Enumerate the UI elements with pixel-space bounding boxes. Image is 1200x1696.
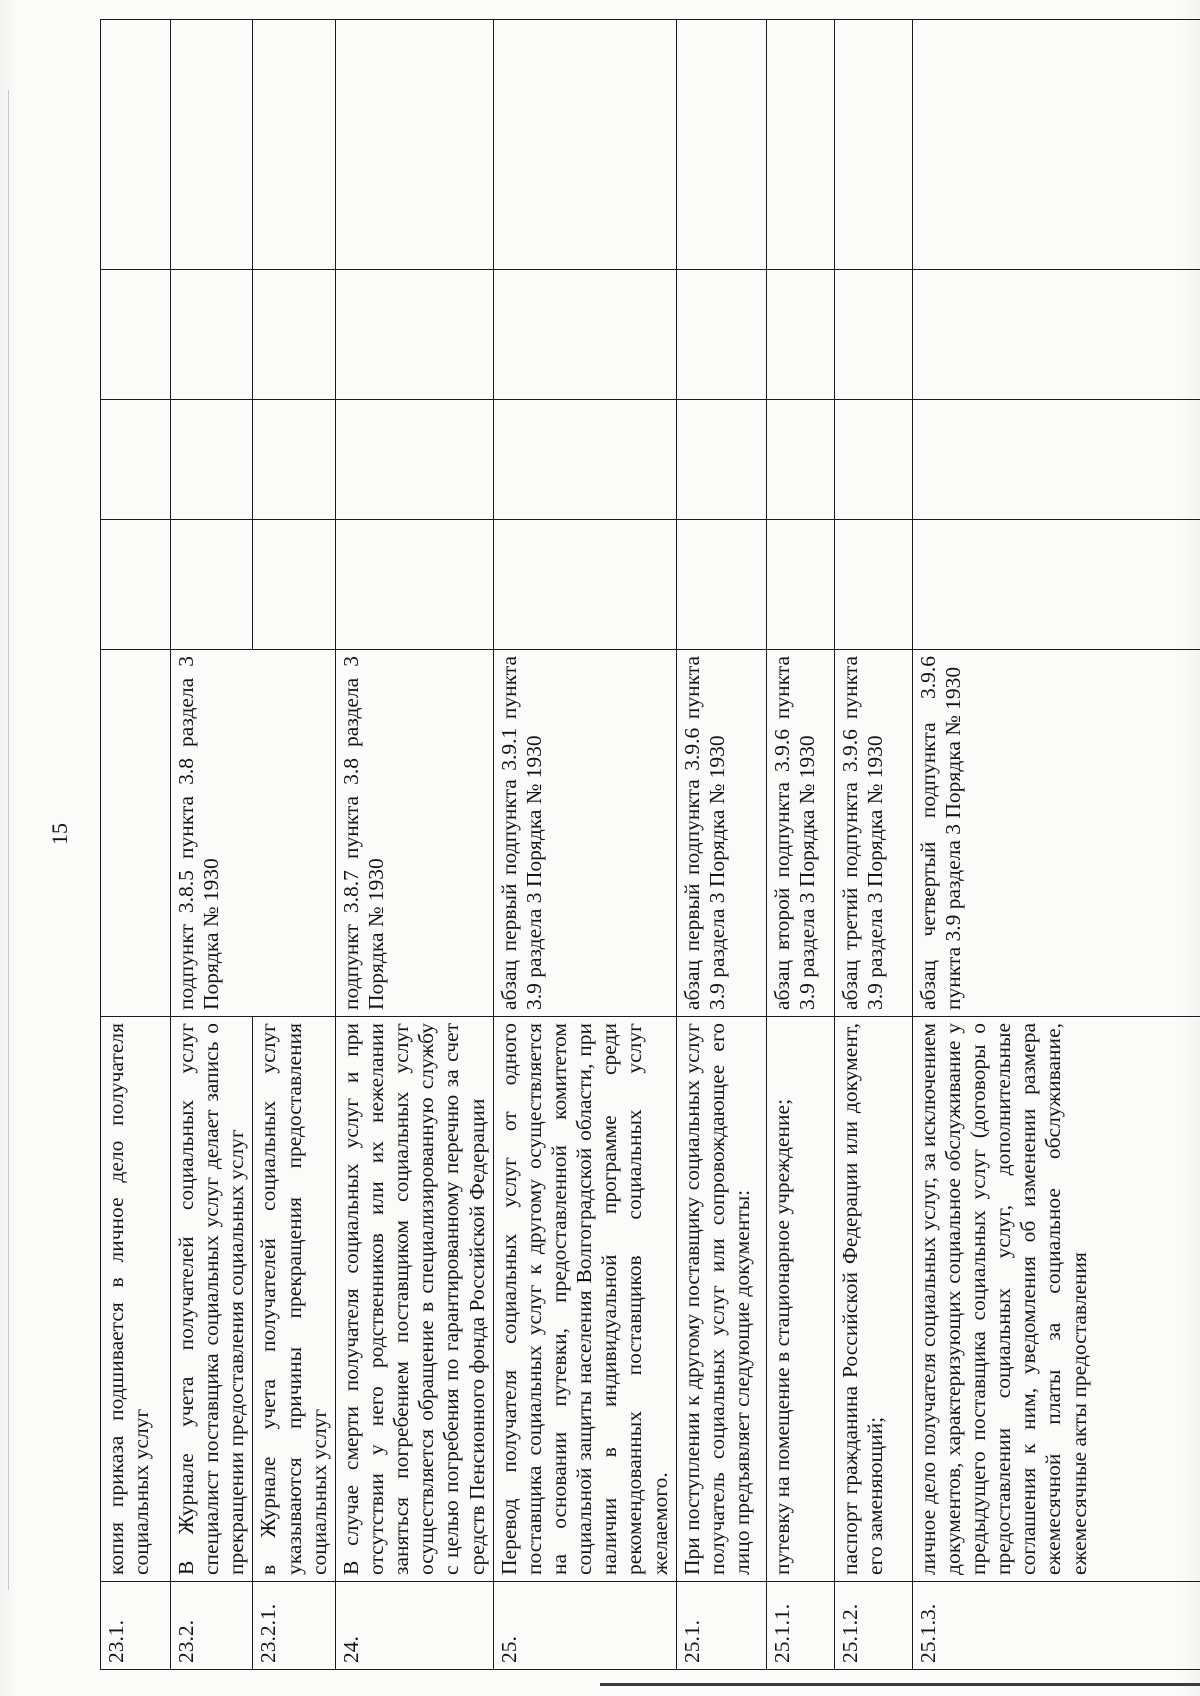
row-legal-reference: абзац третий подпункта 3.9.6 пункта 3.9 раздела 3 Порядка № 1930 bbox=[834, 650, 912, 1017]
table-row bbox=[834, 20, 912, 1670]
empty-cell bbox=[171, 270, 253, 400]
row-procedure-text: Перевод получателя социальных услуг от одного поставщика социальных услуг к другому осуществляется на основании путевки, предоставленной комитетом социальной защиты населения Волгоградской области, при наличии в индивидуальной программе среди рекомендованных поставщиков социальных услуг желаемого. bbox=[493, 1017, 676, 1582]
empty-cell bbox=[101, 400, 171, 520]
empty-cell bbox=[101, 20, 171, 270]
empty-cell bbox=[493, 20, 676, 270]
empty-cell bbox=[834, 270, 912, 400]
row-procedure-text: В Журнале учета получателей социальных услуг специалист поставщика социальных услуг делает запись о прекращении предоставления социальных услуг bbox=[171, 1017, 253, 1582]
table-row bbox=[676, 20, 766, 1670]
empty-cell bbox=[335, 400, 493, 520]
row-number: 25.1.1. bbox=[766, 1582, 834, 1670]
empty-cell bbox=[676, 20, 766, 270]
empty-cell bbox=[912, 520, 1200, 650]
row-number: 25.1.2. bbox=[834, 1582, 912, 1670]
empty-cell bbox=[676, 270, 766, 400]
row-procedure-text: в Журнале учета получателей социальных услуг указываются причины прекращения предоставления социальных услуг bbox=[253, 1017, 335, 1582]
row-legal-reference: абзац второй подпункта 3.9.6 пункта 3.9 раздела 3 Порядка № 1930 bbox=[766, 650, 834, 1017]
row-number: 23.2.1. bbox=[253, 1582, 335, 1670]
empty-cell bbox=[766, 20, 834, 270]
empty-cell bbox=[493, 400, 676, 520]
row-number: 25.1. bbox=[676, 1582, 766, 1670]
empty-cell bbox=[676, 400, 766, 520]
empty-cell bbox=[493, 270, 676, 400]
row-procedure-text: копия приказа подшивается в личное дело получателя социальных услуг bbox=[101, 1017, 171, 1582]
empty-cell bbox=[335, 520, 493, 650]
empty-cell bbox=[834, 20, 912, 270]
empty-cell bbox=[493, 520, 676, 650]
row-procedure-text: При поступлении к другому поставщику социальных услуг получатель социальных услуг или сопровождающее его лицо предъявляет следующие документы: bbox=[676, 1017, 766, 1582]
table-row bbox=[335, 20, 493, 1670]
empty-cell bbox=[101, 520, 171, 650]
row-procedure-text: паспорт гражданина Российской Федерации или документ, его заменяющий; bbox=[834, 1017, 912, 1582]
page-bottom-edge bbox=[600, 1683, 1200, 1686]
empty-cell bbox=[912, 400, 1200, 520]
row-legal-reference: подпункт 3.8.5 пункта 3.8 раздела 3 Порядка № 1930 bbox=[171, 650, 336, 1017]
empty-cell bbox=[766, 270, 834, 400]
empty-cell bbox=[766, 400, 834, 520]
row-legal-reference: абзац четвертый подпункта 3.9.6 пункта 3.9 раздела 3 Порядка № 1930 bbox=[912, 650, 1200, 1017]
empty-cell bbox=[171, 20, 253, 270]
row-legal-reference: абзац первый подпункта 3.9.1 пункта 3.9 раздела 3 Порядка № 1930 bbox=[493, 650, 676, 1017]
empty-cell bbox=[335, 20, 493, 270]
row-number: 24. bbox=[335, 1582, 493, 1670]
empty-cell bbox=[335, 270, 493, 400]
empty-cell bbox=[253, 520, 335, 650]
empty-cell bbox=[834, 400, 912, 520]
rotated-table-wrapper bbox=[100, 20, 1180, 1670]
row-number: 23.1. bbox=[101, 1582, 171, 1670]
empty-cell bbox=[676, 520, 766, 650]
page-number: 15 bbox=[47, 823, 72, 845]
table-row bbox=[101, 20, 171, 1670]
empty-cell bbox=[253, 270, 335, 400]
empty-cell bbox=[101, 270, 171, 400]
row-legal-reference: абзац первый подпункта 3.9.6 пункта 3.9 раздела 3 Порядка № 1930 bbox=[676, 650, 766, 1017]
row-legal-reference bbox=[101, 650, 171, 1017]
row-procedure-text: путевку на помещение в стационарное учреждение; bbox=[766, 1017, 834, 1582]
row-procedure-text: В случае смерти получателя социальных услуг и при отсутствии у него родственников или их нежелании заняться погребением поставщиком социальных услуг осуществляется обращение в специализированную службу с целью погребения по гарантированному перечню за счет средств Пенсионного фонда Российской Федерации bbox=[335, 1017, 493, 1582]
row-legal-reference: подпункт 3.8.7 пункта 3.8 раздела 3 Порядка № 1930 bbox=[335, 650, 493, 1017]
empty-cell bbox=[766, 520, 834, 650]
binding-edge-line bbox=[8, 90, 9, 1590]
table-row bbox=[766, 20, 834, 1670]
row-procedure-text: личное дело получателя социальных услуг, за исключением документов, характеризующих социальное обслуживание у предыдущего поставщика социальных услуг (договоры о предоставлении социальных услуг, дополнительные соглашения к ним, уведомления об изменении размера ежемесячной платы за социальное обслуживание, ежемесячные акты предоставления bbox=[912, 1017, 1200, 1582]
regulation-table bbox=[100, 19, 1200, 1670]
row-number: 25. bbox=[493, 1582, 676, 1670]
row-number: 23.2. bbox=[171, 1582, 253, 1670]
table-row bbox=[493, 20, 676, 1670]
row-number: 25.1.3. bbox=[912, 1582, 1200, 1670]
empty-cell bbox=[253, 20, 335, 270]
table-row bbox=[171, 20, 253, 1670]
empty-cell bbox=[834, 520, 912, 650]
empty-cell bbox=[171, 400, 253, 520]
empty-cell bbox=[171, 520, 253, 650]
empty-cell bbox=[912, 270, 1200, 400]
empty-cell bbox=[253, 400, 335, 520]
table-row bbox=[912, 20, 1200, 1670]
empty-cell bbox=[912, 20, 1200, 270]
